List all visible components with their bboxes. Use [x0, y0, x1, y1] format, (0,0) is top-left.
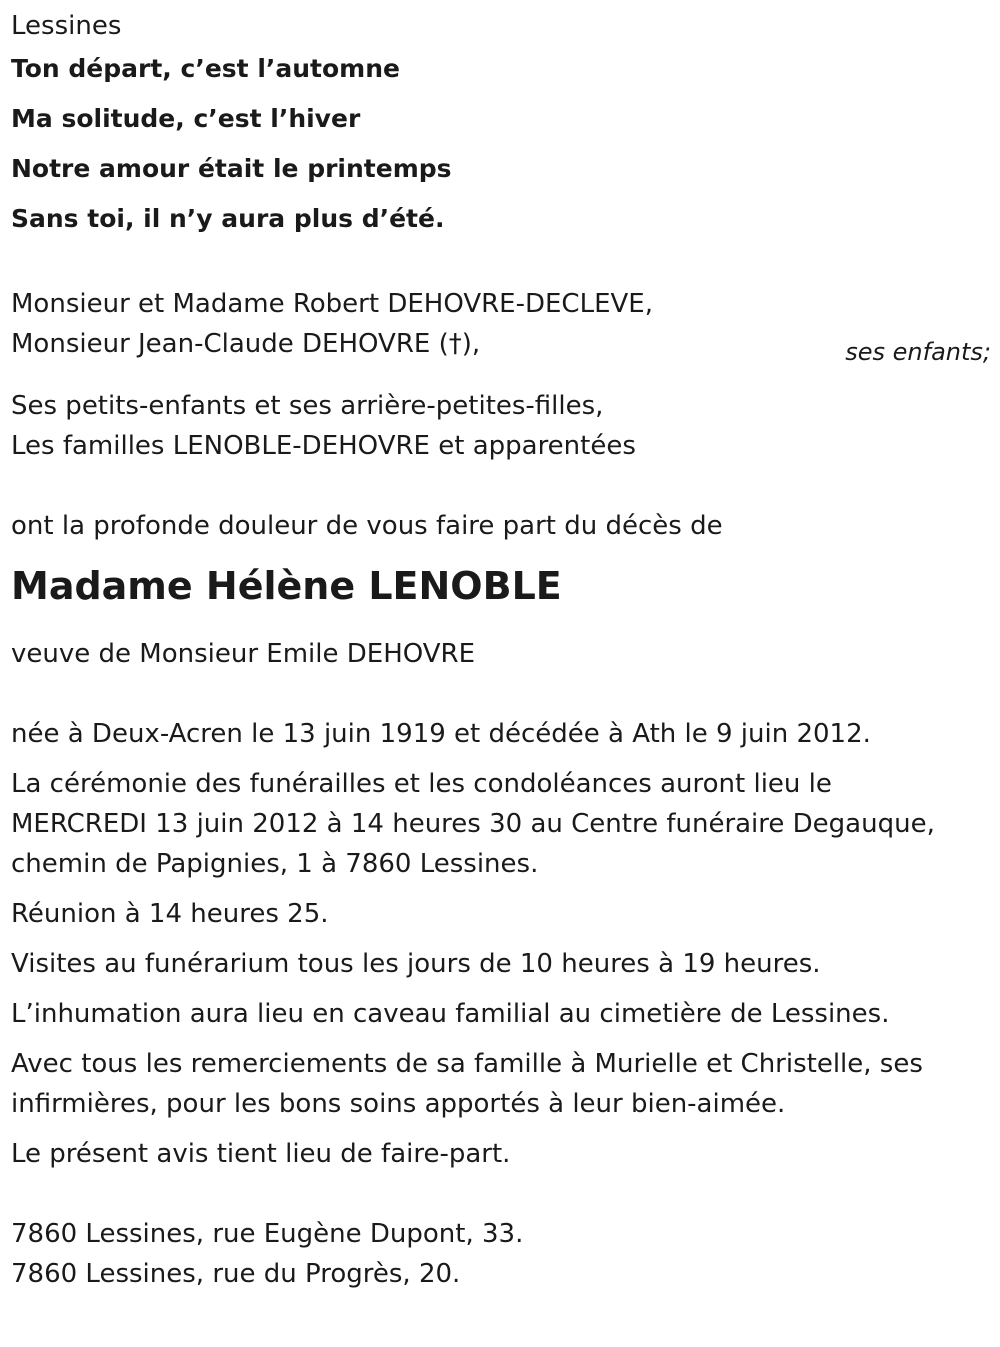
children-label: ses enfants; [845, 338, 991, 366]
ceremony-line: La cérémonie des funérailles et les condoléances auront lieu le [11, 769, 832, 799]
poem [11, 44, 991, 244]
addresses [11, 1214, 991, 1294]
obituary-notice [11, 6, 991, 1294]
meeting-info [11, 894, 991, 934]
ceremony-line: MERCREDI 13 juin 2012 à 14 heures 30 au Centre funéraire Degauque, [11, 809, 935, 839]
child-name: Monsieur Jean-Claude DEHOVRE (†), [11, 329, 481, 359]
deceased-name: Madame Hélène LENOBLE [11, 564, 562, 608]
family-line: Ses petits-enfants et ses arrière-petites-filles, [11, 391, 604, 421]
notice-text: Le présent avis tient lieu de faire-part. [11, 1139, 511, 1169]
poem-line: Ton départ, c’est l’automne [11, 54, 400, 83]
announcement: ont la profonde douleur de vous faire part du décès de [11, 511, 723, 541]
other-family-block [11, 386, 991, 466]
meeting-text: Réunion à 14 heures 25. [11, 899, 329, 929]
visits-text: Visites au funérarium tous les jours de 10 heures à 19 heures. [11, 949, 821, 979]
thanks-info [11, 1044, 991, 1124]
place-header: Lessines [11, 11, 122, 41]
notice-info [11, 1134, 991, 1174]
poem-line: Ma solitude, c’est l’hiver [11, 104, 361, 133]
address-line: 7860 Lessines, rue Eugène Dupont, 33. [11, 1219, 524, 1249]
child-name: Monsieur et Madame Robert DEHOVRE-DECLEVE, [11, 289, 653, 319]
thanks-line: Avec tous les remerciements de sa famille à Murielle et Christelle, ses [11, 1049, 923, 1079]
visits-info [11, 944, 991, 984]
thanks-line: infirmières, pour les bons soins apportés à leur bien-aimée. [11, 1089, 786, 1119]
family-line: Les familles LENOBLE-DEHOVRE et apparentées [11, 431, 636, 461]
birth-death [11, 714, 991, 754]
burial-info [11, 994, 991, 1034]
poem-line: Notre amour était le printemps [11, 154, 452, 183]
poem-line: Sans toi, il n’y aura plus d’été. [11, 204, 445, 233]
ceremony-info [11, 764, 991, 884]
widow-of: veuve de Monsieur Emile DEHOVRE [11, 639, 476, 669]
children-block [11, 284, 991, 364]
burial-text: L’inhumation aura lieu en caveau familial au cimetière de Lessines. [11, 999, 890, 1029]
birth-death-text: née à Deux-Acren le 13 juin 1919 et décédée à Ath le 9 juin 2012. [11, 719, 871, 749]
ceremony-line: chemin de Papignies, 1 à 7860 Lessines. [11, 849, 539, 879]
address-line: 7860 Lessines, rue du Progrès, 20. [11, 1259, 461, 1289]
